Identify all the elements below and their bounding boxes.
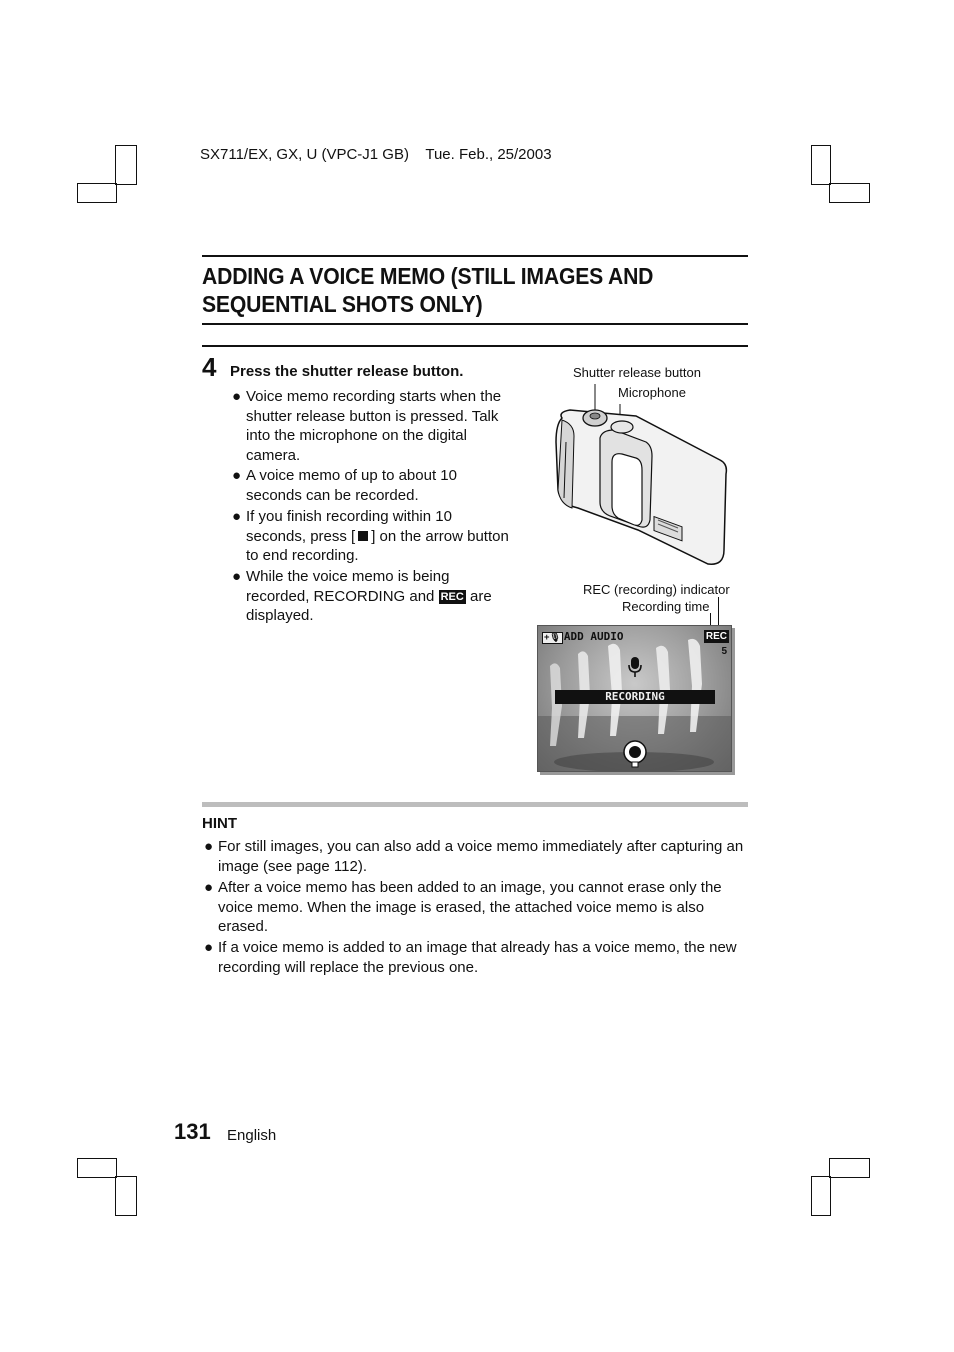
- step-number: 4: [202, 352, 217, 382]
- bullet-text-part: are displayed.: [246, 587, 492, 624]
- bullet-icon: ●: [204, 939, 214, 956]
- bullet-icon: ●: [232, 388, 242, 405]
- list-item: [232, 567, 512, 626]
- crop-mark: [77, 1158, 117, 1178]
- crop-mark: [829, 183, 870, 203]
- camera-illustration: [548, 380, 733, 575]
- hint-text: For still images, you can also add a voice memo immediately after capturing an image (see page 112).: [218, 838, 744, 875]
- bullet-icon: ●: [232, 508, 242, 525]
- bullet-text-part: ] on the arrow button to end recording.: [246, 527, 509, 564]
- recording-time-callout: Recording time: [622, 599, 710, 614]
- shutter-callout: Shutter release button: [573, 365, 701, 380]
- microphone-icon: [611, 421, 633, 433]
- hint-title: HINT: [202, 815, 237, 832]
- microphone-icon: [627, 656, 643, 678]
- bullet-icon: ●: [232, 467, 242, 484]
- section-title-block: [202, 255, 748, 325]
- hint-text: After a voice memo has been added to an image, you cannot erase only the voice memo. When the image is erased, the attached voice memo is also erased.: [218, 879, 722, 935]
- page-number: 131: [174, 1119, 211, 1144]
- bullet-text: Voice memo recording starts when the shutter release button is pressed. Talk into the microphone on the digital camera.: [246, 388, 502, 464]
- bullet-icon: ●: [204, 879, 214, 896]
- list-item: [204, 878, 744, 937]
- section-title: ADDING A VOICE MEMO (STILL IMAGES AND SEQUENTIAL SHOTS ONLY): [202, 263, 654, 317]
- add-audio-icon: +🎙: [544, 633, 561, 643]
- stop-icon: [358, 531, 368, 541]
- model-header: SX711/EX, GX, U (VPC-J1 GB) Tue. Feb., 25/2003: [200, 146, 552, 163]
- crop-mark: [115, 1176, 137, 1216]
- bullet-text: [232, 507, 512, 566]
- rec-indicator: REC: [705, 631, 727, 642]
- microphone-callout: Microphone: [618, 385, 686, 400]
- crop-mark: [77, 183, 117, 203]
- record-button-icon: [622, 740, 648, 768]
- step-title: Press the shutter release button.: [230, 363, 464, 380]
- rec-indicator-callout: REC (recording) indicator: [583, 582, 730, 597]
- rec-icon: REC: [440, 590, 464, 603]
- bullet-text: A voice memo of up to about 10 seconds can be recorded.: [246, 467, 457, 504]
- lcd-screen: [537, 625, 732, 772]
- crop-mark: [829, 1158, 870, 1178]
- crop-mark: [115, 145, 137, 185]
- list-item: [232, 466, 512, 505]
- page-language: English: [227, 1127, 277, 1144]
- crop-mark: [811, 1176, 831, 1216]
- bullet-text-part: If you finish recording within 10 seconds, press [: [246, 508, 452, 545]
- recording-time: 5: [721, 646, 727, 657]
- bullet-text: [232, 567, 512, 626]
- bullet-icon: ●: [204, 838, 214, 855]
- crop-mark: [811, 145, 831, 185]
- recording-status: RECORDING: [555, 690, 715, 704]
- lcd-mode-label: [542, 630, 623, 644]
- lcd-mode-text: ADD AUDIO: [563, 630, 624, 643]
- list-item: [232, 507, 512, 566]
- list-item: [204, 938, 744, 977]
- hint-divider: [202, 802, 748, 807]
- shutter-button-top: [590, 413, 600, 419]
- bullet-text-part: While the voice memo is being recorded, RECORDING and: [246, 568, 450, 605]
- divider: [202, 345, 748, 347]
- hint-text: If a voice memo is added to an image that already has a voice memo, the new recording will replace the previous one.: [218, 939, 737, 976]
- viewfinder-window: [612, 454, 642, 526]
- list-item: [232, 387, 512, 465]
- bullet-icon: ●: [232, 568, 242, 585]
- list-item: [204, 837, 744, 876]
